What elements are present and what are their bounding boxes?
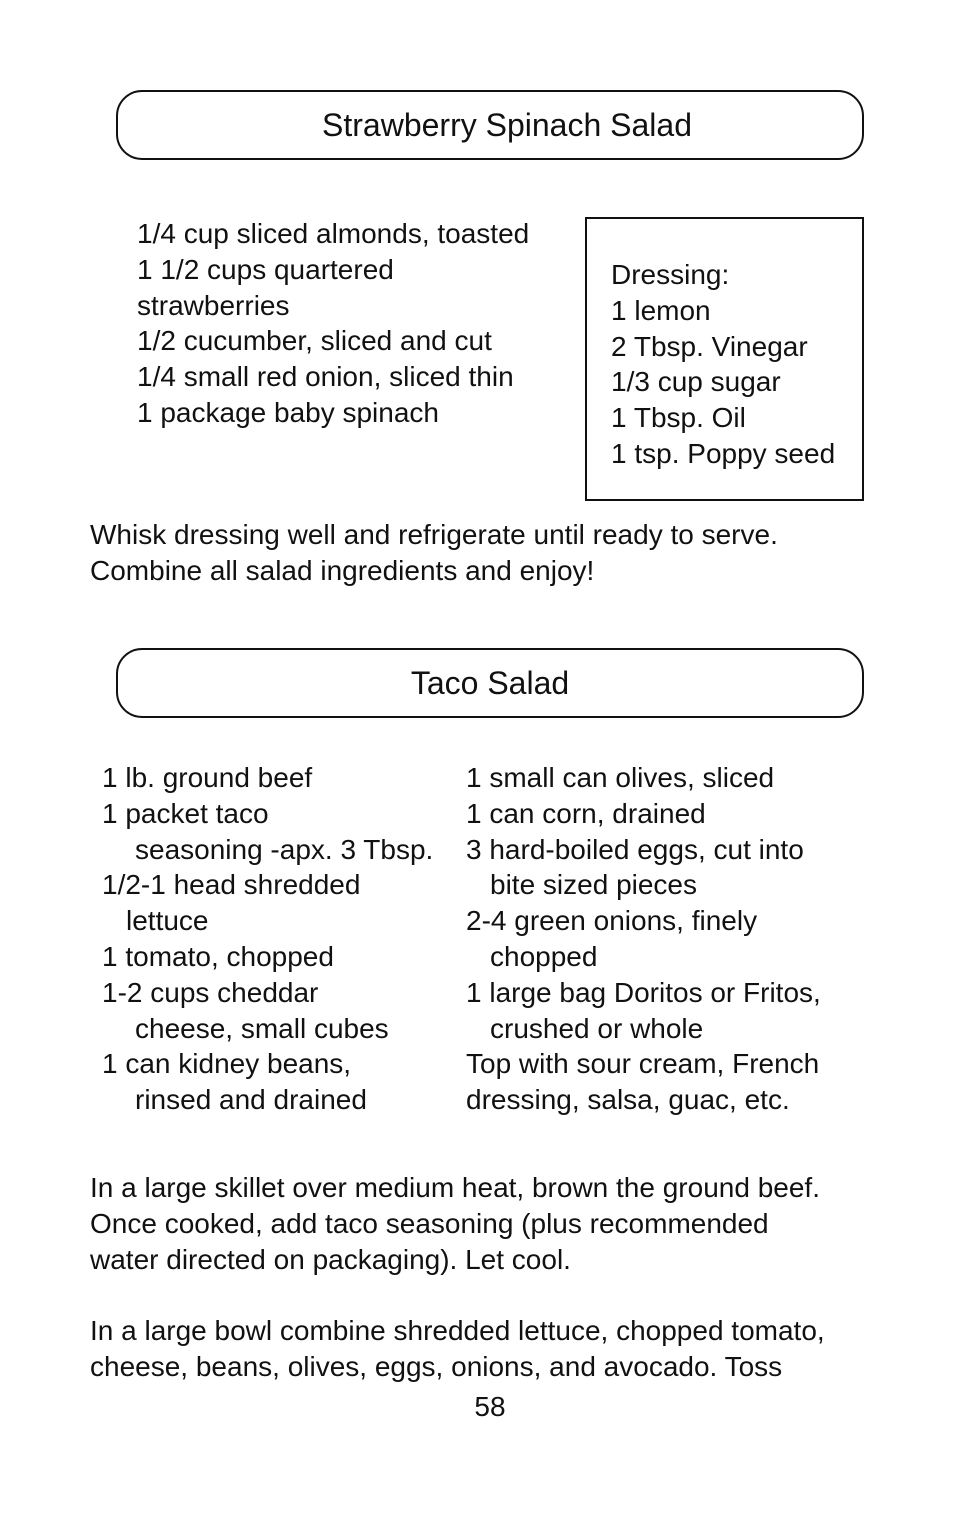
ingredient-line: lettuce [126, 905, 209, 937]
dressing-box [585, 217, 864, 501]
ingredient-line: rinsed and drained [135, 1084, 367, 1116]
instruction-line: Once cooked, add taco seasoning (plus recommended [90, 1207, 769, 1239]
ingredient-line: 1 small can olives, sliced [466, 762, 775, 793]
topping-line: Top with sour cream, French [466, 1048, 820, 1080]
topping-line: dressing, salsa, guac, etc. [466, 1084, 790, 1116]
dressing-line: 1/3 cup sugar [611, 366, 781, 398]
ingredient-line: crushed or whole [490, 1012, 704, 1044]
instructions-taco-salad-step-1 [90, 1170, 820, 1277]
instruction-line: In a large bowl combine shredded lettuce, chopped tomato, [90, 1315, 825, 1346]
dressing-line: 1 Tbsp. Oil [611, 402, 746, 434]
recipe-title: Taco Salad [410, 664, 570, 701]
dressing-line: 2 Tbsp. Vinegar [611, 330, 808, 362]
ingredient-line: 1/2 cucumber, sliced and cut [137, 325, 492, 357]
dressing-line: 1 tsp. Poppy seed [611, 437, 836, 469]
instruction-line: water directed on packaging). Let cool. [90, 1243, 571, 1275]
recipe-title: Strawberry Spinach Salad [322, 106, 692, 143]
instruction-line: In a large skillet over medium heat, brown the ground beef. [90, 1172, 820, 1203]
ingredient-list-taco-left [102, 760, 433, 1118]
ingredient-line: bite sized pieces [490, 869, 698, 901]
ingredient-line: chopped [490, 940, 598, 972]
instructions-strawberry-spinach-salad [90, 517, 778, 589]
ingredient-line: 1 can corn, drained [466, 797, 706, 829]
ingredient-line: seasoning -apx. 3 Tbsp. [135, 833, 434, 865]
ingredient-line: 1/4 cup sliced almonds, toasted [137, 218, 530, 249]
page-number: 58 [474, 1391, 506, 1422]
ingredient-line: strawberries [137, 289, 290, 321]
dressing-heading: Dressing: [611, 259, 730, 290]
ingredient-line: 1 can kidney beans, [102, 1048, 352, 1080]
ingredient-list-taco-right [466, 760, 821, 1118]
ingredient-line: 1-2 cups cheddar [102, 976, 319, 1008]
instructions-taco-salad-step-2 [90, 1313, 825, 1385]
ingredient-line: cheese, small cubes [135, 1012, 389, 1044]
recipe-title-box-strawberry-spinach-salad [116, 90, 864, 160]
ingredient-line: 1 lb. ground beef [102, 762, 313, 793]
recipe-title-box-taco-salad [116, 648, 864, 718]
instruction-line: Whisk dressing well and refrigerate until ready to serve. [90, 519, 778, 550]
ingredient-line: 1 1/2 cups quartered [137, 253, 394, 285]
instruction-line: cheese, beans, olives, eggs, onions, and avocado. Toss [90, 1350, 783, 1382]
ingredient-line: 1 package baby spinach [137, 396, 439, 428]
ingredient-line: 1 large bag Doritos or Fritos, [466, 976, 821, 1008]
ingredient-line: 1/2-1 head shredded [102, 869, 361, 901]
ingredient-list-strawberry-spinach-salad [137, 216, 529, 431]
ingredient-line: 1 packet taco [102, 797, 269, 829]
ingredient-line: 1/4 small red onion, sliced thin [137, 361, 514, 393]
instruction-line: Combine all salad ingredients and enjoy! [90, 554, 595, 586]
ingredient-line: 3 hard-boiled eggs, cut into [466, 833, 804, 865]
dressing-list [611, 257, 835, 472]
dressing-line: 1 lemon [611, 294, 711, 326]
ingredient-line: 2-4 green onions, finely [466, 905, 758, 937]
ingredient-line: 1 tomato, chopped [102, 940, 334, 972]
